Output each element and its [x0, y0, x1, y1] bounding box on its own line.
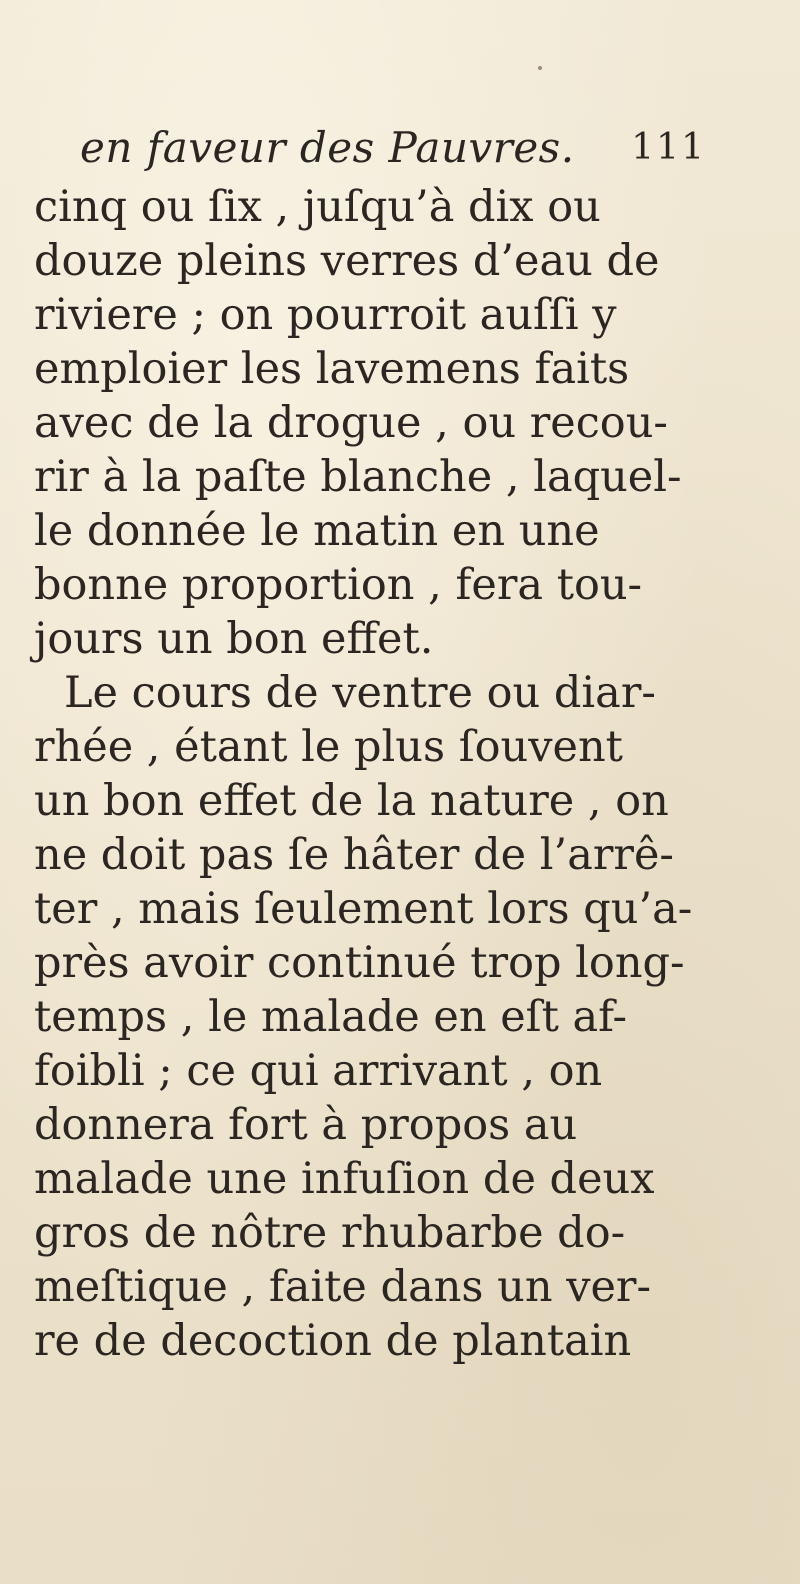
- page-number: 111: [631, 127, 706, 168]
- text-line: le donnée le matin en une: [34, 506, 600, 556]
- text-line: meſtique , faite dans un ver-: [34, 1262, 652, 1312]
- text-line: rir à la paſte blanche , laquel-: [34, 452, 682, 502]
- text-line: riviere ; on pourroit auſſi y: [34, 290, 617, 340]
- text-line: jours un bon effet.: [34, 614, 434, 664]
- text-line: douze pleins verres d’eau de: [34, 236, 660, 286]
- text-line: emploier les lavemens faits: [34, 344, 630, 394]
- text-line: re de decoction de plantain: [34, 1316, 632, 1366]
- text-line: donnera fort à propos au: [34, 1100, 578, 1150]
- text-line: foibli ; ce qui arrivant , on: [34, 1046, 603, 1096]
- text-line: ter , mais ſeulement lors qu’a-: [34, 884, 693, 934]
- text-line: près avoir continué trop long-: [34, 938, 685, 988]
- text-line: rhée , étant le plus ſouvent: [34, 722, 623, 772]
- body-text: [34, 180, 693, 1368]
- text-line: gros de nôtre rhubarbe do-: [34, 1208, 626, 1258]
- text-line: malade une infuſion de deux: [34, 1154, 655, 1204]
- text-line: un bon effet de la nature , on: [34, 776, 669, 826]
- paragraph-start-line: Le cours de ventre ou diar-: [64, 668, 656, 718]
- running-head: [66, 122, 706, 174]
- ink-speck: [538, 66, 542, 70]
- text-line: ne doit pas ſe hâter de l’arrê-: [34, 830, 674, 880]
- text-line: bonne proportion , fera tou-: [34, 560, 643, 610]
- text-line: avec de la drogue , ou recou-: [34, 398, 668, 448]
- running-title: en faveur des Pauvres.: [80, 123, 575, 172]
- text-line: temps , le malade en eſt af-: [34, 992, 628, 1042]
- text-line: cinq ou ſix , juſqu’à dix ou: [34, 182, 601, 232]
